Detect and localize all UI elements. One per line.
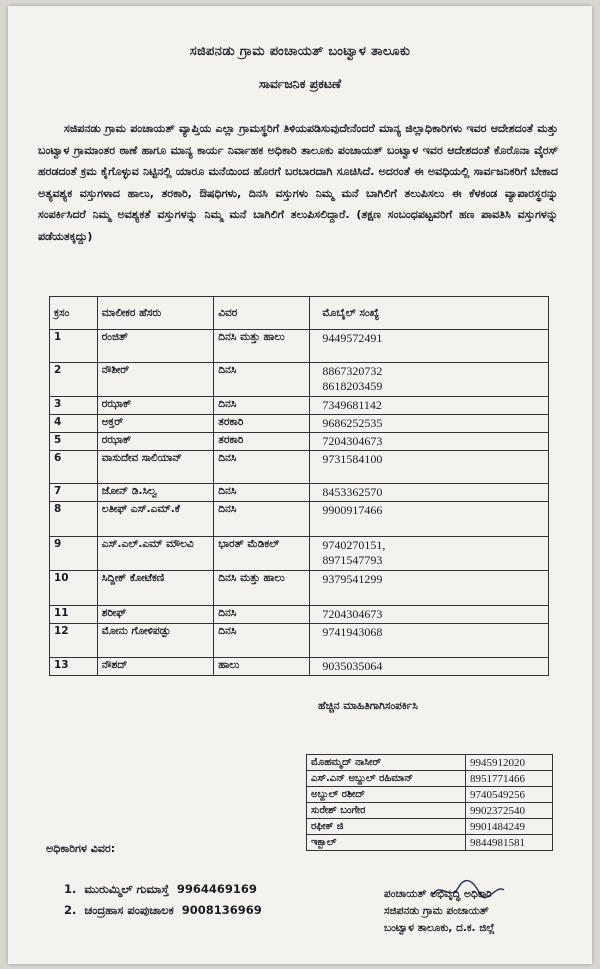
serial-cell: 9 (50, 537, 98, 571)
mobile-cell (310, 363, 549, 397)
contact-phone: 8951771466 (466, 771, 553, 787)
mobile-cell (310, 451, 549, 484)
mobile-cell (310, 330, 549, 363)
table-row (50, 330, 549, 363)
mobile-cell (310, 433, 549, 451)
owner-name-cell: ವಾಸುದೇವ ಸಾಲಿಯಾನ್ (97, 451, 214, 484)
vendor-table (49, 296, 549, 676)
column-header-owner: ಮಾಲೀಕರ ಹೆಸರು (97, 297, 214, 330)
owner-name-cell: ರಝಾಕ್ (97, 433, 214, 451)
signature-line-1: ಪಂಚಾಯತ್ ಅಭಿವೃದ್ಧಿ ಅಧಿಕಾರಿ (384, 888, 492, 900)
mobile-cell (310, 537, 549, 571)
contact-row (307, 835, 553, 851)
serial-cell: 6 (50, 451, 98, 484)
contact-row (307, 787, 553, 803)
table-row (50, 502, 549, 537)
owner-name-cell: ನೌಶದ್ (97, 658, 214, 676)
mobile-number: 9379541299 (322, 572, 383, 586)
details-cell: ದಿನಸಿ (214, 606, 310, 624)
table-row (50, 363, 549, 397)
mobile-number: 9731584100 (322, 452, 383, 466)
details-cell: ದಿನಸಿ (214, 363, 310, 397)
mobile-cell (310, 624, 549, 658)
contact-row (307, 819, 553, 835)
mobile-number: 8453362570 (322, 485, 383, 499)
mobile-number: 9740270151, (322, 538, 386, 552)
contact-name: ರಫೀಕ್ ಜಿ (307, 819, 466, 835)
mobile-cell (310, 571, 549, 606)
details-cell: ದಿನಸಿ (214, 624, 310, 658)
signature-line-2: ಸಜಿಪನಡು ಗ್ರಾಮ ಪಂಚಾಯತ್ (384, 905, 489, 917)
table-row (50, 624, 549, 658)
signature-block (384, 886, 584, 937)
owner-name-cell: ರಂಜಿತ್ (97, 330, 214, 363)
table-row (50, 571, 549, 606)
table-row (50, 397, 549, 415)
mobile-number: 7204304673 (322, 607, 383, 621)
serial-cell: 3 (50, 397, 98, 415)
serial-cell: 1 (50, 330, 98, 363)
mobile-number: 9741943068 (322, 625, 383, 639)
contact-phone: 9901484249 (466, 819, 553, 835)
details-cell: ಭಾರತ್ ಮೆಡಿಕಲ್ (214, 537, 310, 571)
table-row (50, 606, 549, 624)
serial-cell: 2 (50, 363, 98, 397)
notice-sheet (8, 6, 592, 964)
contact-row (307, 755, 553, 771)
serial-cell: 5 (50, 433, 98, 451)
mobile-number: 8867320732 (322, 364, 383, 378)
contact-phone: 9902372540 (466, 803, 553, 819)
serial-cell: 8 (50, 502, 98, 537)
mobile-cell (310, 606, 549, 624)
contact-row (307, 803, 553, 819)
mobile-cell (310, 397, 549, 415)
mobile-number: 8618203459 (322, 379, 383, 393)
details-cell: ದಿನಸಿ (214, 451, 310, 484)
column-header-serial: ಕ್ರಸಂ (50, 297, 98, 330)
contact-row (307, 771, 553, 787)
mobile-number: 7204304673 (322, 434, 383, 448)
owner-name-cell: ಜೋನ್ ಡಿ.ಸಿಲ್ವ (97, 484, 214, 502)
contact-phone: 9740549256 (466, 787, 553, 803)
details-cell: ದಿನಸಿ (214, 484, 310, 502)
details-cell: ತರಕಾರಿ (214, 433, 310, 451)
table-header-row (50, 297, 549, 330)
contact-phone: 9945912020 (466, 755, 553, 771)
officer-1: 1. ಮುರುಮ್ಮಿಲ್ ಗುಮಾಸ್ತೆ 9964469169 (64, 882, 257, 896)
mobile-number: 9686252535 (322, 416, 383, 430)
mobile-number: 8971547793 (322, 553, 383, 567)
owner-name-cell: ಎಸ್.ಎಲ್.ಎಮ್ ಮೌಲವಿ (97, 537, 214, 571)
serial-cell: 12 (50, 624, 98, 658)
details-cell: ದಿನಸಿ (214, 502, 310, 537)
owner-name-cell: ಸಿದ್ದೀಕ್ ಕೋಟೆಕಣಿ (97, 571, 214, 606)
mobile-cell (310, 484, 549, 502)
column-header-details: ವಿವರ (214, 297, 310, 330)
table-row (50, 658, 549, 676)
serial-cell: 10 (50, 571, 98, 606)
table-row (50, 537, 549, 571)
owner-name-cell: ಶರೀಫ್ (97, 606, 214, 624)
signature-line-3: ಬಂಟ್ವಾಳ ತಾಲೂಕು, ದ.ಕ. ಜಿಲ್ಲೆ (384, 922, 495, 934)
details-cell: ದಿನಸಿ (214, 397, 310, 415)
additional-contacts-table (306, 754, 553, 851)
mobile-number: 9900917466 (322, 503, 383, 517)
serial-cell: 13 (50, 658, 98, 676)
column-header-mobile: ಮೊಬೈಲ್ ಸಂಖ್ಯೆ (310, 297, 549, 330)
details-cell: ಹಾಲು (214, 658, 310, 676)
table-row (50, 484, 549, 502)
owner-name-cell: ರಝಾಕ್ (97, 397, 214, 415)
mobile-number: 9035035064 (322, 659, 383, 673)
mobile-cell (310, 502, 549, 537)
owner-name-cell: ಅಕ್ತರ್ (97, 415, 214, 433)
mobile-number: 7349681142 (322, 398, 382, 412)
serial-cell: 7 (50, 484, 98, 502)
contact-phone: 9844981581 (466, 835, 553, 851)
details-cell: ದಿನಸಿ ಮತ್ತು ಹಾಲು (214, 571, 310, 606)
table-row (50, 451, 549, 484)
details-cell: ತರಕಾರಿ (214, 415, 310, 433)
details-cell: ದಿನಸಿ ಮತ್ತು ಹಾಲು (214, 330, 310, 363)
contact-name: ಮೊಹಮ್ಮದ್ ನಾಸೀರ್ (307, 755, 466, 771)
owner-name-cell: ನೌಶೀರ್ (97, 363, 214, 397)
table-row (50, 433, 549, 451)
mobile-cell (310, 415, 549, 433)
contact-name: ಅಬ್ದುಲ್ ರಶೀದ್ (307, 787, 466, 803)
table-row (50, 415, 549, 433)
notice-subtitle: ಸಾರ್ವಜನಿಕ ಪ್ರಕಟಣೆ (258, 76, 342, 91)
contact-name: ಸುರೇಶ್ ಬಂಗೇರ (307, 803, 466, 819)
contact-name: ಎಸ್.ಎನ್ ಅಬ್ದುಲ್ ರಹಿಮಾನ್ (307, 771, 466, 787)
contact-note: ಹೆಚ್ಚಿನ ಮಾಹಿತಿಗಾಗಿಸಂಪರ್ಕಿಸಿ (318, 700, 418, 712)
officer-2: 2. ಚಂದ್ರಹಾಸ ಪಂಪುಚಾಲಕ 9008136969 (64, 903, 262, 917)
mobile-number: 9449572491 (322, 331, 383, 345)
contact-name: ಇಕ್ಬಾಲ್ (307, 835, 466, 851)
notice-title: ಸಜಿಪನಡು ಗ್ರಾಮ ಪಂಚಾಯತ್ ಬಂಟ್ವಾಳ ತಾಲೂಕು (189, 44, 411, 59)
owner-name-cell: ಲತೀಫ್ ಎಸ್.ಎಮ್.ಕೆ (97, 502, 214, 537)
officers-heading: ಅಧಿಕಾರಿಗಳ ವಿವರ: (46, 842, 116, 855)
notice-body: ಸಜಿಪನಡು ಗ್ರಾಮ ಪಂಚಾಯತ್ ವ್ಯಾಪ್ತಿಯ ಎಲ್ಲಾ ಗ್ರಾಮಸ್ಥರಿಗೆ ತಿಳಿಯಪಡಿಸುವುದೇನೆಂದರೆ ಮಾನ್ಯ ಜಿಲ್ಲಾಧಿಕಾರಿಗಳು ಇವರ ಆದೇಶದಂತೆ ಮತ್ತು ಬಂಟ್ವಾಳ ಗ್ರಾಮಾಂತರ ಠಾಣೆ ಹಾಗೂ ಮಾನ್ಯ ಕಾರ್ಯ ನಿರ್ವಾಹಕ ಅಧಿಕಾರಿ ತಾಲೂಕು ಪಂಚಾಯತ್ ಬಂಟ್ವಾಳ ಇವರ ಆದೇಶದಂತೆ ಕೊರೊನಾ ವೈರಸ್ ಹರಡದಂತೆ ಕ್ರಮ ಕೈಗೊಳ್ಳುವ ನಿಟ್ಟಿನಲ್ಲಿ ಯಾರೂ ಮನೆಯಿಂದ ಹೊರಗೆ ಬರಬಾರದಾಗಿ ಸೂಚಿಸಿದೆ. ಅದರಂತೆ ಈ ಅವಧಿಯಲ್ಲಿ ಸಾರ್ವಜನಿಕರಿಗೆ ಬೇಕಾದ ಅತ್ಯವಶ್ಯಕ ವಸ್ತುಗಳಾದ ಹಾಲು, ತರಕಾರಿ, ಔಷಧಿಗಳು, ದಿನಸಿ ವಸ್ತುಗಳು ನಿಮ್ಮ ಮನೆ ಬಾಗಿಲಿಗೆ ತಲುಪಿಸಲು ಈ ಕೆಳಕಂಡ ವ್ಯಾಪಾರಸ್ಥರನ್ನು ಸಂಪರ್ಕಿಸಿದರೆ ನಿಮ್ಮ ಅವಶ್ಯಕತೆ ವಸ್ತುಗಳನ್ನು ನಿಮ್ಮ ಮನೆ ಬಾಗಿಲಿಗೆ ತಲುಪಿಸಲಿದ್ದಾರೆ. (ತಕ್ಷಣ ಸಂಬಂಧಪಟ್ಟವರಿಗೆ ಹಣ ಪಾವತಿಸಿ ವಸ್ತುಗಳನ್ನು ಪಡೆಯತಕ್ಕದ್ದು) (38, 122, 558, 243)
owner-name-cell: ಮೋನು ಗೋಳಿಪಡ್ಪು (97, 624, 214, 658)
serial-cell: 11 (50, 606, 98, 624)
serial-cell: 4 (50, 415, 98, 433)
mobile-cell (310, 658, 549, 676)
